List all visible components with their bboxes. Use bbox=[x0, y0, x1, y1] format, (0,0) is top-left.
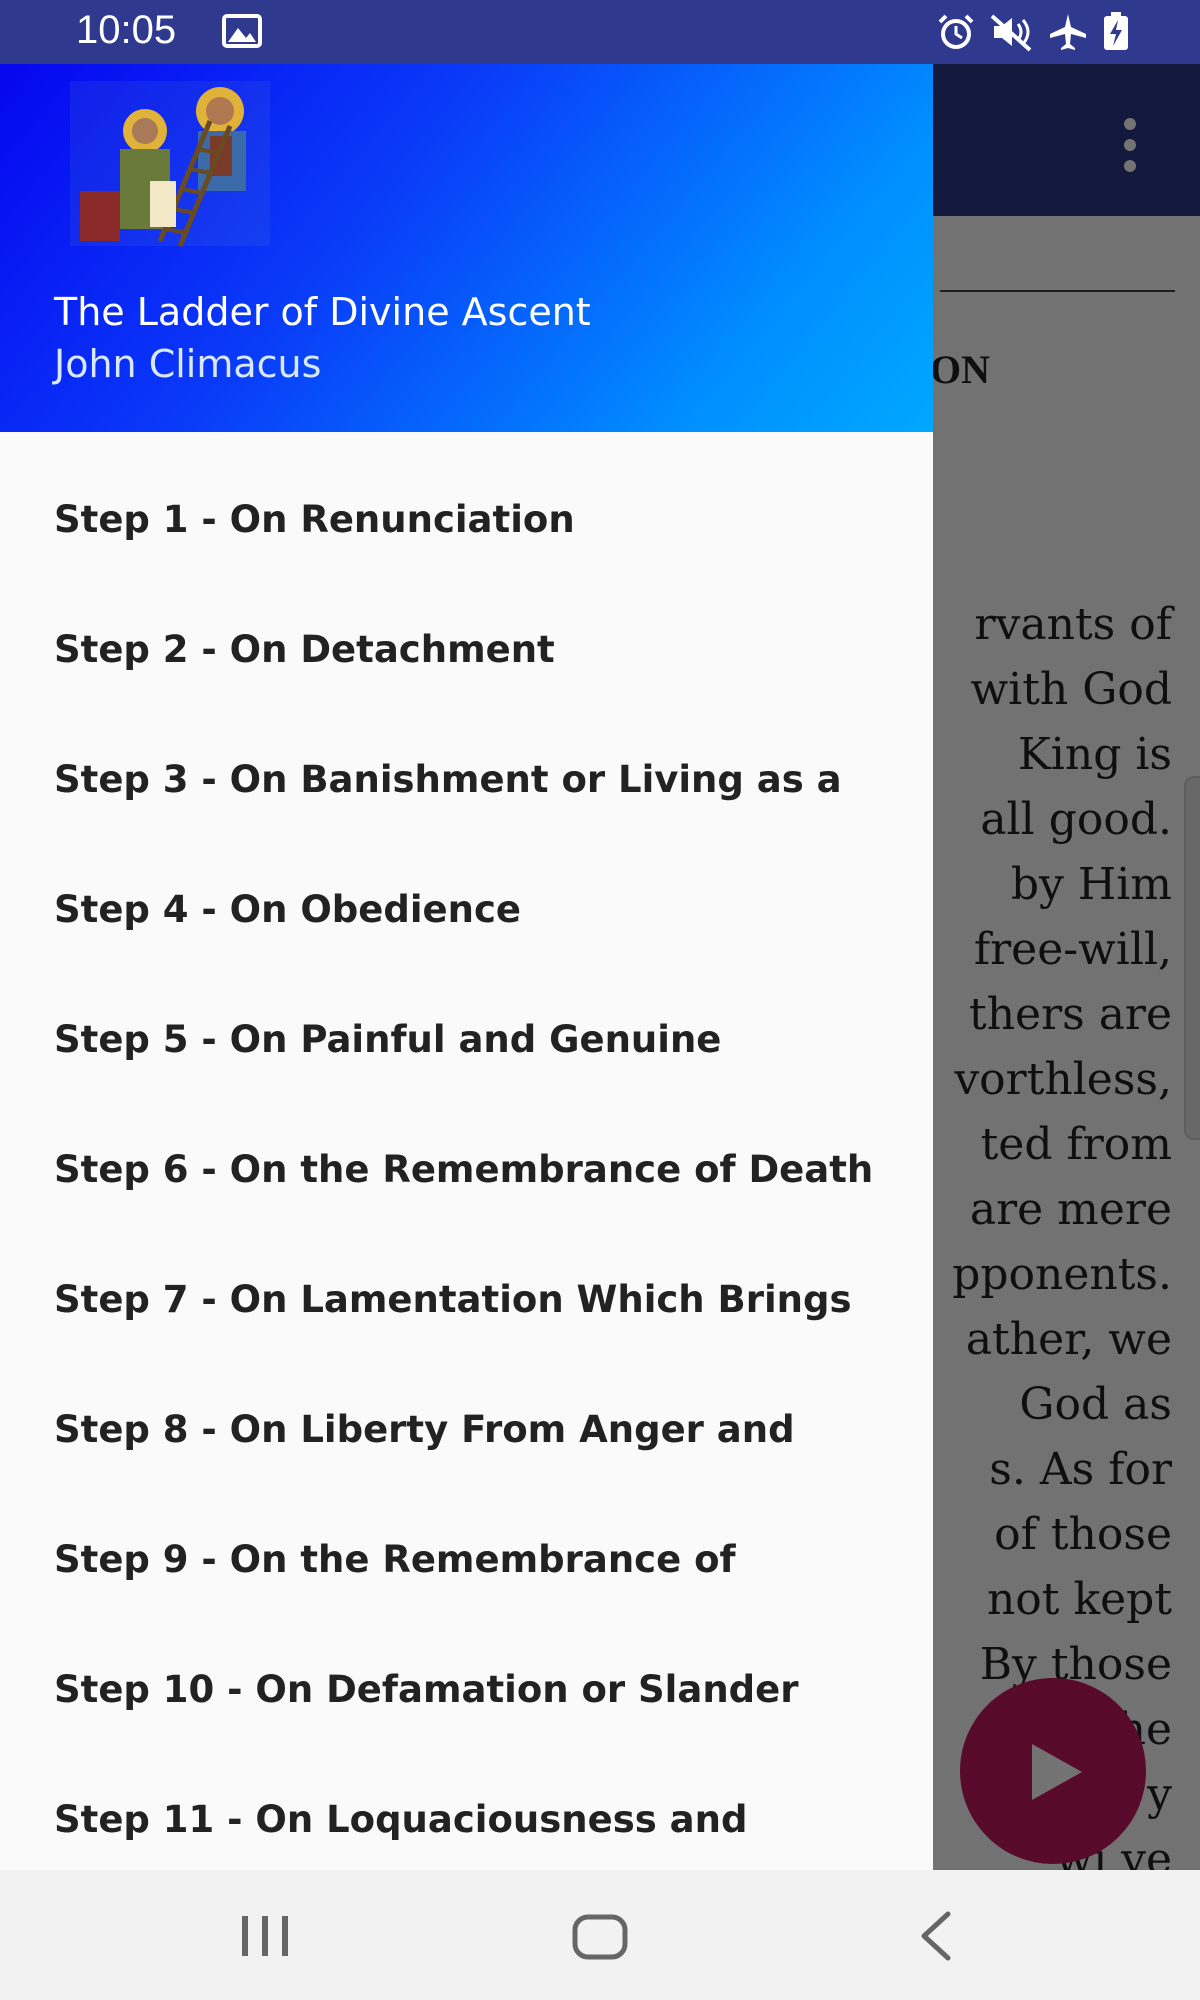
menu-item-step-8[interactable]: Step 8 - On Liberty From Anger and bbox=[54, 1407, 795, 1451]
menu-item-step-3[interactable]: Step 3 - On Banishment or Living as a bbox=[54, 757, 842, 801]
gallery-icon bbox=[222, 14, 262, 52]
status-time: 10:05 bbox=[76, 8, 177, 52]
airplane-mode-icon bbox=[1048, 12, 1088, 56]
ladder-icon-image bbox=[70, 81, 270, 246]
menu-item-step-7[interactable]: Step 7 - On Lamentation Which Brings bbox=[54, 1277, 852, 1321]
menu-item-step-2[interactable]: Step 2 - On Detachment bbox=[54, 627, 555, 671]
system-navigation-bar bbox=[0, 1870, 1200, 2000]
mute-icon bbox=[990, 12, 1034, 56]
menu-item-step-4[interactable]: Step 4 - On Obedience bbox=[54, 887, 521, 931]
menu-item-step-9[interactable]: Step 9 - On the Remembrance of bbox=[54, 1537, 736, 1581]
alarm-icon bbox=[936, 12, 976, 56]
navigation-drawer bbox=[0, 64, 933, 1870]
recents-icon[interactable] bbox=[240, 1914, 290, 1962]
menu-item-step-11[interactable]: Step 11 - On Loquaciousness and bbox=[54, 1797, 748, 1841]
home-icon[interactable] bbox=[572, 1914, 628, 1964]
drawer-subtitle: John Climacus bbox=[54, 342, 322, 386]
drawer-header bbox=[0, 64, 933, 432]
menu-item-step-5[interactable]: Step 5 - On Painful and Genuine bbox=[54, 1017, 722, 1061]
menu-item-step-1[interactable]: Step 1 - On Renunciation bbox=[54, 497, 575, 541]
chapter-list bbox=[0, 454, 933, 1884]
status-bar bbox=[0, 0, 1200, 64]
menu-item-step-10[interactable]: Step 10 - On Defamation or Slander bbox=[54, 1667, 799, 1711]
battery-charging-icon bbox=[1102, 12, 1130, 56]
drawer-title: The Ladder of Divine Ascent bbox=[54, 290, 591, 334]
menu-item-step-6[interactable]: Step 6 - On the Remembrance of Death bbox=[54, 1147, 874, 1191]
back-icon[interactable] bbox=[918, 1910, 954, 1966]
